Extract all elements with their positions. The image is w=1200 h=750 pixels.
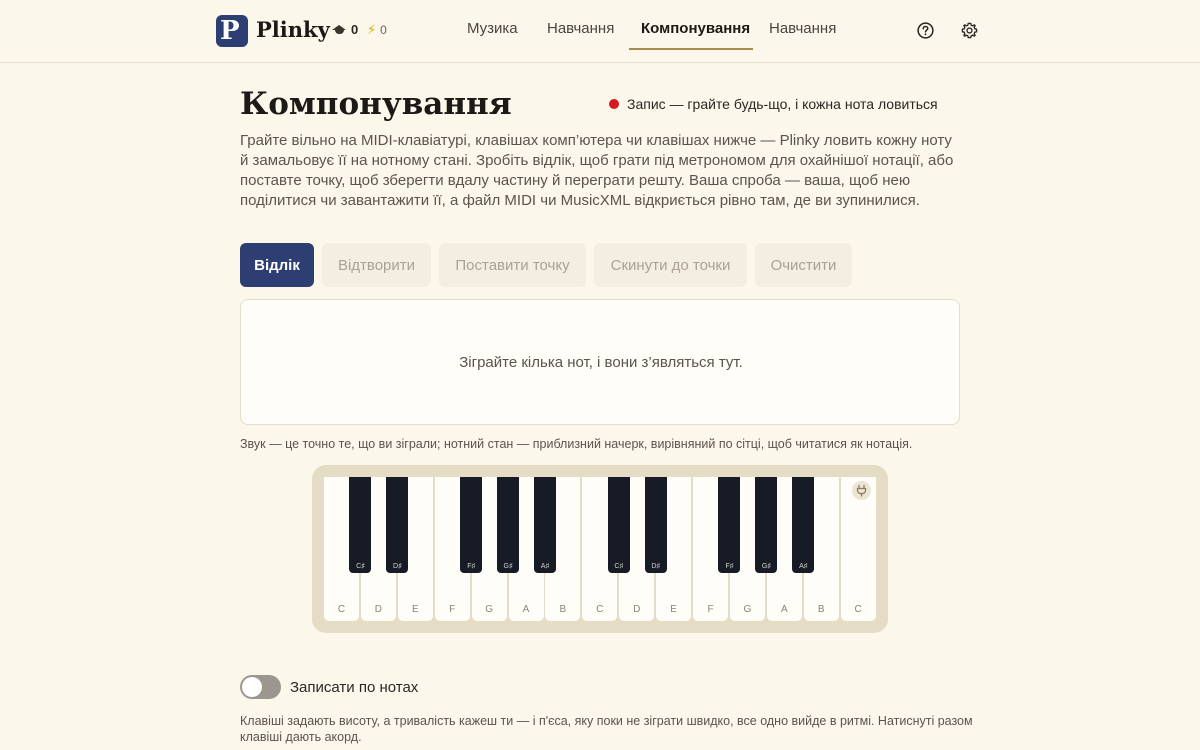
- reset-to-point-button[interactable]: Скинути до точки: [594, 243, 747, 287]
- energy-count: 0: [380, 23, 387, 37]
- nav-learning-2[interactable]: Навчання: [769, 20, 837, 37]
- black-key[interactable]: [534, 477, 556, 573]
- key-label: C♯: [614, 563, 623, 570]
- key-label: A♯: [799, 563, 808, 570]
- recording-status-text: Запис — грайте будь-що, і кожна нота ловиться: [627, 96, 938, 112]
- step-input-hint: Клавіші задають висоту, а тривалість кажеш ти — і п'єса, яку поки не зіграти швидко, все одно вийде в ритмі. Натиснуті разом клавіші дають акорд.: [240, 714, 973, 744]
- key-label: D: [633, 604, 641, 615]
- play-button[interactable]: Відтворити: [322, 243, 431, 287]
- intro-text: Грайте вільно на MIDI-клавіатурі, клавішах комп’ютера чи клавішах нижче — Plinky ловить кожну ноту й замальовує її на нотному стані. Зробіть відлік, щоб грати під метрономом для охайнішої нотації, або поставте точку, щоб зберегти вдалу частину й переграти решту. Ваша спроба — ваша, щоб нею поділитися чи завантажити її, а файл MIDI чи MusicXML відкриється рівно там, де ви зупинилися.: [240, 132, 954, 209]
- black-key[interactable]: [349, 477, 371, 573]
- plinky-logo[interactable]: [216, 15, 248, 47]
- key-label: G♯: [503, 563, 513, 570]
- key-label: D: [374, 604, 382, 615]
- black-key[interactable]: [386, 477, 408, 573]
- black-key[interactable]: [755, 477, 777, 573]
- nav-compose[interactable]: Компонування: [641, 20, 751, 37]
- staff-panel: [240, 299, 960, 425]
- key-label: F♯: [467, 563, 475, 570]
- key-label: A: [780, 604, 788, 615]
- brand-name[interactable]: Plinky: [256, 17, 330, 42]
- step-input-label: Записати по нотах: [290, 679, 419, 696]
- top-bar: [0, 0, 1200, 63]
- settings-icon[interactable]: [961, 22, 978, 39]
- active-tab-indicator: [629, 48, 753, 50]
- key-label: E: [411, 604, 419, 615]
- recording-status: [609, 96, 938, 112]
- key-label: F: [449, 604, 456, 615]
- key-label: D♯: [651, 563, 660, 570]
- key-label: G: [743, 604, 752, 615]
- key-label: C: [854, 604, 862, 615]
- key-label: F: [707, 604, 714, 615]
- page-title: Компонування: [240, 86, 512, 122]
- logo-letter: P: [220, 16, 240, 46]
- key-label: C♯: [356, 563, 365, 570]
- help-icon[interactable]: [917, 22, 934, 39]
- key-label: G♯: [761, 563, 771, 570]
- key-label: C: [596, 604, 604, 615]
- nav-music[interactable]: Музика: [467, 20, 518, 37]
- staff-note: Звук — це точно те, що ви зіграли; нотний стан — приблизний начерк, вирівняний по сітці, щоб читатися як нотація.: [240, 437, 913, 451]
- record-dot-icon: [609, 99, 619, 109]
- key-label: G: [485, 604, 493, 615]
- energy-counter: [367, 22, 387, 38]
- black-key[interactable]: [460, 477, 482, 573]
- black-key[interactable]: [792, 477, 814, 573]
- staff-placeholder: Зіграйте кілька нот, і вони з’являться тут.: [459, 354, 743, 371]
- lightning-icon: ⚡: [367, 22, 377, 37]
- clear-button[interactable]: Очистити: [755, 243, 852, 287]
- streak-count: 0: [351, 22, 359, 37]
- graduation-cap-icon: [332, 25, 347, 35]
- count-in-button[interactable]: Відлік: [240, 243, 314, 287]
- key-label: B: [559, 604, 567, 615]
- streak-counter: [332, 22, 358, 37]
- step-input-toggle[interactable]: [240, 675, 281, 699]
- key-label: F♯: [725, 563, 734, 570]
- key-label: E: [670, 604, 677, 615]
- key-label: D♯: [393, 563, 402, 570]
- black-key[interactable]: [608, 477, 630, 573]
- midi-plug-icon[interactable]: [852, 481, 871, 500]
- toggle-knob: [242, 677, 262, 697]
- black-key[interactable]: [718, 477, 740, 573]
- key-label: C: [337, 604, 346, 615]
- black-key[interactable]: [497, 477, 519, 573]
- key-label: B: [817, 604, 825, 615]
- set-point-button[interactable]: Поставити точку: [439, 243, 586, 287]
- black-key[interactable]: [645, 477, 667, 573]
- key-label: A: [522, 604, 530, 615]
- nav-learning[interactable]: Навчання: [547, 20, 615, 37]
- key-label: A♯: [540, 563, 549, 570]
- piano-keyboard: [324, 477, 876, 621]
